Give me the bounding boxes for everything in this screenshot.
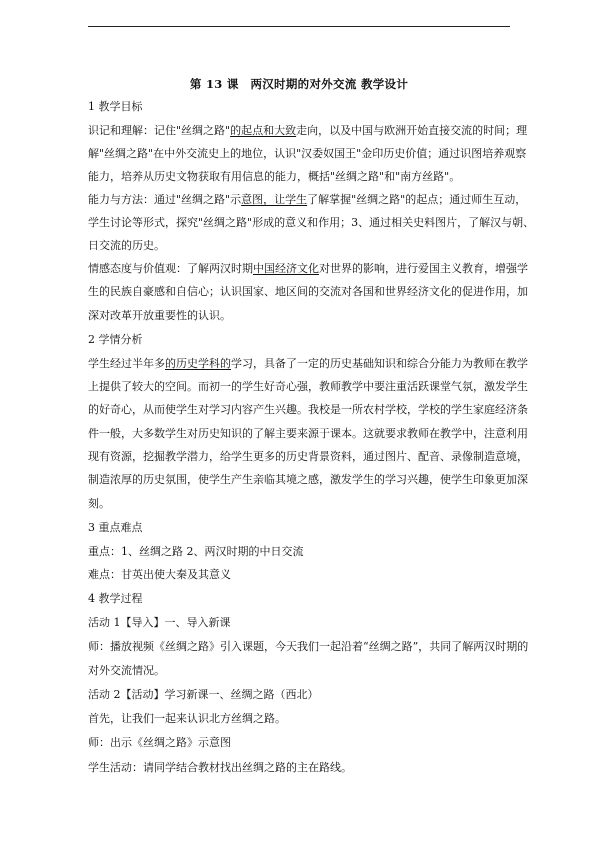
paragraph-line: 识记和理解：记住"丝绸之路"的起点和大致走向，以及中国与欧洲开始直接交流的时间；理 xyxy=(88,124,528,137)
document-title: 第 13 课 两汉时期的对外交流 教学设计 xyxy=(189,77,409,91)
activity-1-heading: 活动 1【导入】一、导入新课 xyxy=(88,616,231,629)
paragraph-line: 深对改革开放重要性的认识。 xyxy=(88,309,231,322)
section-heading-objectives: 1 教学目标 xyxy=(88,100,143,113)
paragraph-line: 师：播放视频《丝绸之路》引入课题，今天我们一起沿着“丝绸之路”，共同了解两汉时期的 xyxy=(88,640,529,653)
paragraph-line: 能力，培养从历史文物获取有用信息的能力，概括"丝绸之路"和"南方丝路"。 xyxy=(88,170,461,183)
paragraph-line: 件一般，大多数学生对历史知识的了解主要来源于课本。这就要求教师在教学中，注意利用 xyxy=(88,427,528,440)
activity-2-heading: 活动 2【活动】学习新课一、丝绸之路（西北） xyxy=(88,688,319,701)
paragraph-line: 学生经过半年多的历史学科的学习，具备了一定的历史基础知识和综合分能力为教师在教学 xyxy=(88,357,528,370)
paragraph-line: 生的民族自豪感和自信心；认识国家、地区间的交流对各国和世界经济文化的促进作用，加 xyxy=(88,285,528,298)
paragraph-line: 的好奇心，从而使学生对学习内容产生兴趣。我校是一所农村学校，学校的学生家庭经济条 xyxy=(88,403,528,416)
paragraph-line: 刻。 xyxy=(88,497,110,510)
paragraph-line: 对外交流情况。 xyxy=(88,664,165,677)
section-heading-key-points: 3 重点难点 xyxy=(88,521,143,534)
paragraph-line: 学生讨论等形式，探究"丝绸之路"形成的意义和作用；3、通过相关史料图片，了解汉与朝、 xyxy=(88,216,535,229)
paragraph-line: 师：出示《丝绸之路》示意图 xyxy=(88,736,231,749)
section-heading-learner-analysis: 2 学情分析 xyxy=(88,333,143,346)
paragraph-line: 日交流的历史。 xyxy=(88,239,165,252)
paragraph-line: 解"丝绸之路"在中外交流史上的地位，认识"汉委奴国王"金印历史价值；通过识图培养观察 xyxy=(88,147,527,160)
paragraph-line: 学生活动：请同学结合教材找出丝绸之路的主在路线。 xyxy=(88,761,352,774)
paragraph-line: 制造浓厚的历史氛围，使学生产生亲临其境之感，激发学生的学习兴趣，使学生印象更加深 xyxy=(88,473,528,486)
section-heading-process: 4 教学过程 xyxy=(88,592,143,605)
paragraph-line: 能力与方法：通过"丝绸之路"示意图，让学生了解掌握"丝绸之路"的起点；通过师生互动， xyxy=(88,193,527,206)
paragraph-line: 上提供了较大的空间。而初一的学生好奇心强，教师教学中要注重活跃课堂气氛，激发学生 xyxy=(88,380,528,393)
paragraph-line: 情感态度与价值观：了解两汉时期中国经济文化对世界的影响，进行爱国主义教育，增强学 xyxy=(88,262,528,275)
key-points-line: 重点：1、丝绸之路 2、两汉时期的中日交流 xyxy=(88,545,304,558)
header-rule xyxy=(88,26,510,27)
paragraph-line: 首先，让我们一起来认识北方丝绸之路。 xyxy=(88,712,286,725)
difficult-points-line: 难点：甘英出使大秦及其意义 xyxy=(88,568,231,581)
paragraph-line: 现有资源，挖掘教学潜力，给学生更多的历史背景资料，通过图片、配音、录像制造意境， xyxy=(88,450,528,463)
